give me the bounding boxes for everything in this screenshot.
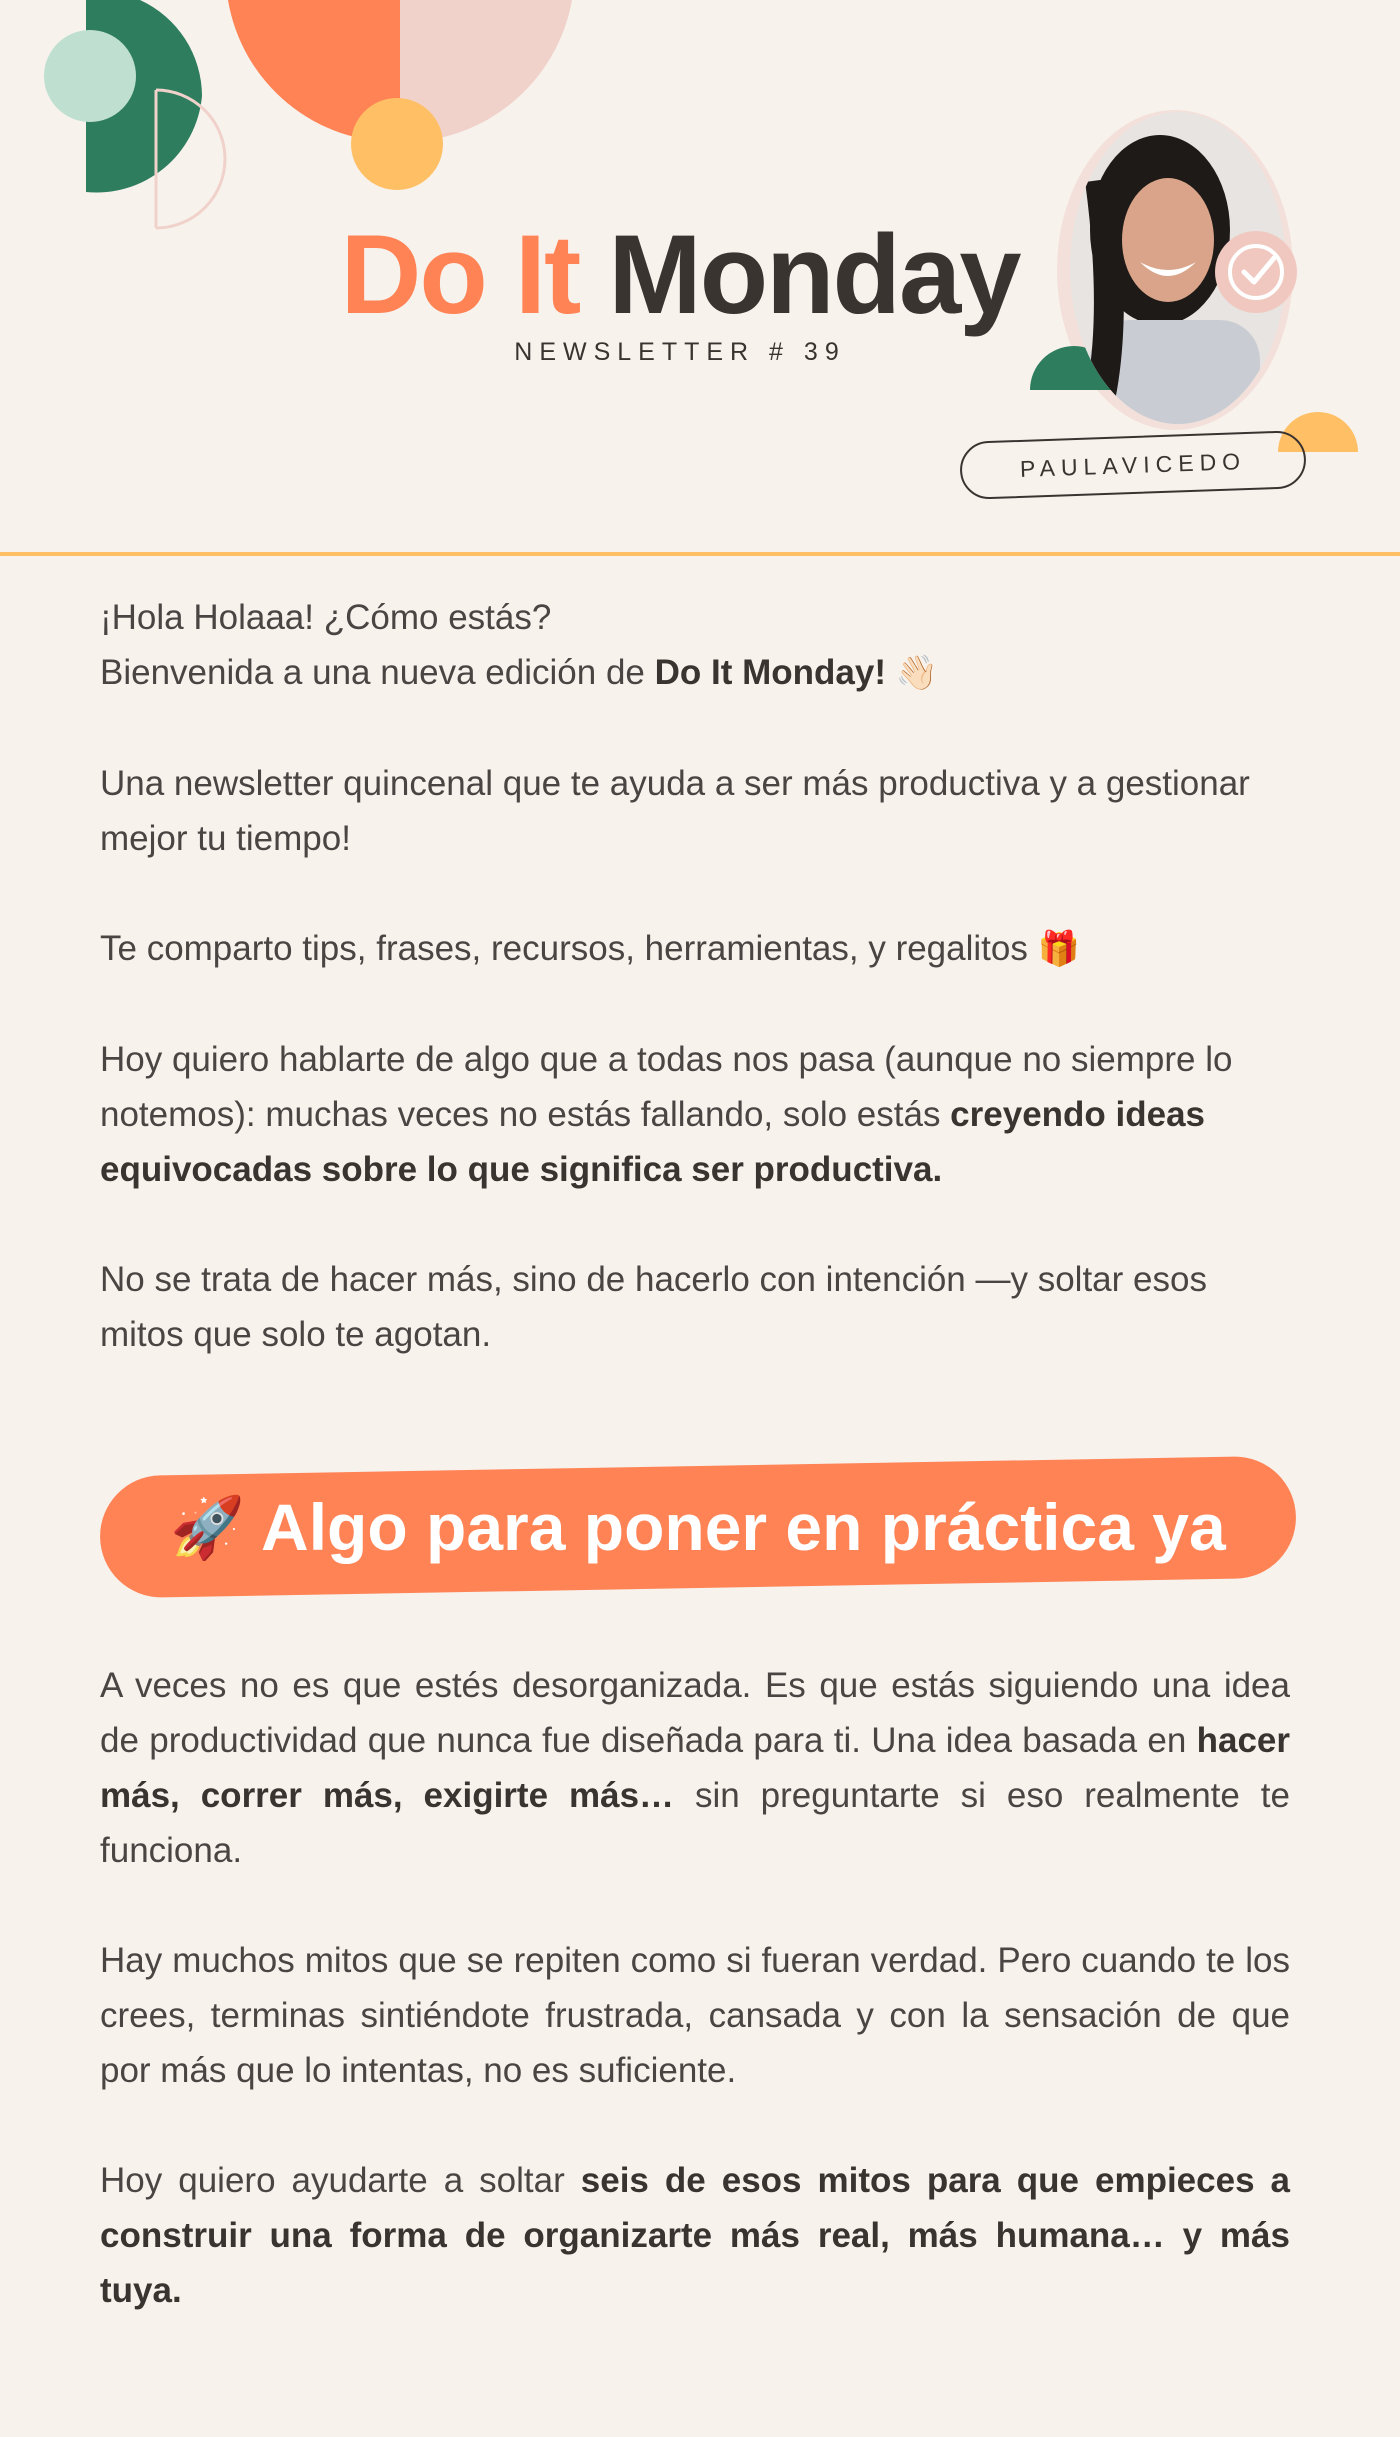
intro-closing: No se trata de hacer más, sino de hacerlo con intención —y soltar esos mitos que solo te agotan. [100,1260,1207,1354]
intro-description: Una newsletter quincenal que te ayuda a ser más productiva y a gestionar mejor tu tiempo! [100,764,1250,858]
banner-label: Algo para poner en práctica ya [261,1490,1226,1564]
share-text: Te comparto tips, frases, recursos, herramientas, y regalitos [100,929,1038,968]
greeting-text: ¡Hola Holaaa! ¿Cómo estás? [100,598,552,637]
practice-paragraph-2: Hay muchos mitos que se repiten como si fueran verdad. Pero cuando te los crees, terminas sintiéndote frustrada, cansada y con la sensación de que por más que lo intentas, no es suficiente. [100,1941,1290,2090]
intro-section [100,590,1290,1417]
p3-bold: seis de esos mitos para que empieces a construir una forma de organizarte más real, más humana… y más tuya. [100,2161,1291,2310]
welcome-bold: Do It Monday! [654,653,886,692]
intro-share [100,921,1290,977]
mint-circle-deco [44,30,136,122]
author-tag: PAULAVICEDO [959,430,1307,500]
practice-section [100,1658,1290,2373]
today-bold: creyendo ideas equivocadas sobre lo que significa ser productiva. [100,1095,1206,1189]
welcome-text: Bienvenida a una nueva edición de [100,653,655,692]
p1-suffix: sin preguntarte si eso realmente te funciona. [100,1776,1290,1870]
intro-today [100,1032,1290,1197]
wave-emoji: 👋🏻 [895,654,939,692]
newsletter-issue-number: NEWSLETTER # 39 [514,338,846,366]
p1-bold: hacer más, correr más, exigirte más… [100,1721,1290,1815]
yellow-circle-deco [351,98,443,190]
title-part-monday: Monday [608,212,1020,337]
p3-text: Hoy quiero ayudarte a soltar [100,2161,581,2200]
title-part-do-it: Do It [340,212,580,337]
newsletter-title [0,210,1360,340]
practice-paragraph-3 [100,2153,1290,2318]
rocket-emoji: 🚀 [170,1493,246,1561]
p1-text: A veces no es que estés desorganizada. Es que estás siguiendo una idea de productividad que nunca fue diseñada para ti. Una idea basada en [100,1666,1290,1760]
newsletter-header [0,0,1400,556]
intro-greeting [100,590,1290,701]
practice-paragraph-1 [100,1658,1290,1878]
today-text: Hoy quiero hablarte de algo que a todas nos pasa (aunque no siempre lo notemos): muchas veces no estás fallando, solo estás [100,1040,1233,1134]
header-divider [0,552,1400,556]
section-banner [100,1466,1296,1588]
gift-emoji: 🎁 [1037,930,1080,968]
